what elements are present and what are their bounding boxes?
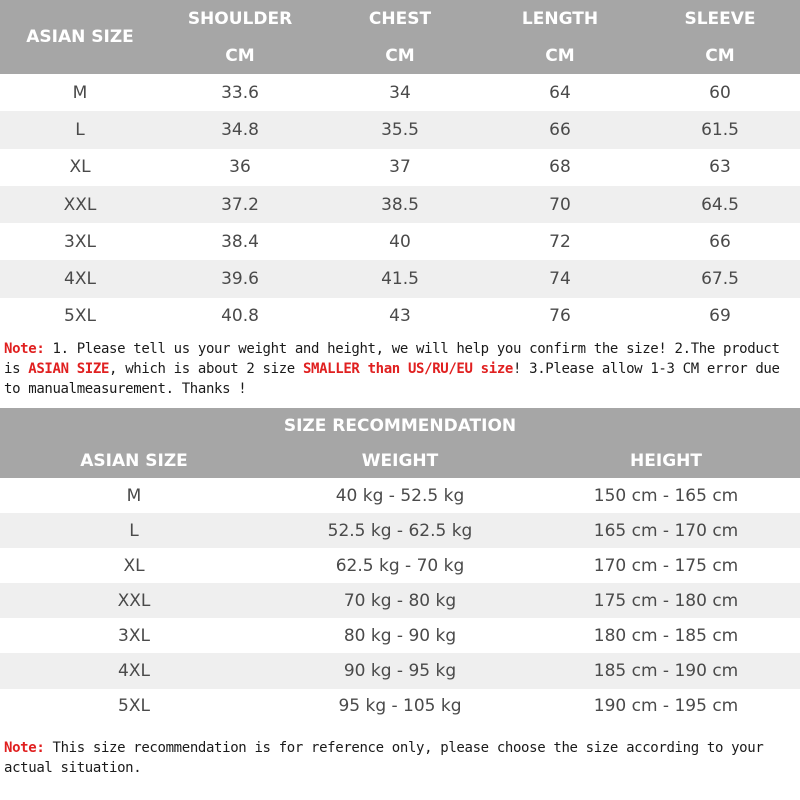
chest-cell: 37 [389, 157, 411, 178]
size-chart-unit: CM [225, 45, 255, 66]
size-cell: XL [69, 157, 91, 178]
weight-cell: 52.5 kg - 62.5 kg [268, 513, 532, 548]
shoulder-cell: 34.8 [160, 111, 320, 148]
size-cell: 5XL [118, 696, 150, 717]
note-text: ! 3.Please allow 1-3 CM error due to manualmeasurement. Thanks ! [4, 361, 780, 397]
table-row [0, 74, 800, 111]
height-cell: 190 cm - 195 cm [593, 696, 739, 717]
table-row [0, 478, 800, 513]
length-cell: 68 [549, 157, 571, 178]
shoulder-cell: 37.2 [160, 186, 320, 223]
size-chart-unit: CM [545, 45, 575, 66]
height-cell: 180 cm - 185 cm [593, 625, 739, 646]
table-row [0, 111, 800, 148]
length-cell: 72 [549, 231, 571, 252]
chest-cell: 41.5 [320, 260, 480, 297]
size-cell: XXL [0, 186, 160, 223]
note-text: This size recommendation is for reference only, please choose the size according to your actual situation. [4, 740, 764, 776]
height-cell: 170 cm - 175 cm [593, 555, 739, 576]
size-chart-table [0, 0, 800, 335]
shoulder-cell: 38.4 [221, 231, 259, 252]
chest-cell: 35.5 [320, 111, 480, 148]
size-chart-body [0, 74, 800, 335]
size-chart-header-sleeve: SLEEVE [684, 8, 756, 29]
recommendation-header-row [0, 443, 800, 478]
table-row [0, 583, 800, 618]
recommendation-note [4, 738, 796, 778]
table-row [0, 653, 800, 688]
height-cell: 185 cm - 190 cm [532, 653, 800, 688]
size-cell: XXL [0, 583, 268, 618]
size-note [4, 339, 796, 399]
chest-cell: 38.5 [320, 186, 480, 223]
size-cell: 4XL [0, 653, 268, 688]
weight-cell: 95 kg - 105 kg [338, 696, 462, 717]
chest-cell: 40 [389, 231, 411, 252]
recommendation-header-height: HEIGHT [630, 450, 702, 471]
recommendation-header-asian-size: ASIAN SIZE [80, 450, 188, 471]
table-row [0, 260, 800, 297]
chest-cell: 43 [389, 306, 411, 327]
size-cell: M [72, 82, 88, 103]
sleeve-cell: 61.5 [640, 111, 800, 148]
height-cell: 165 cm - 170 cm [532, 513, 800, 548]
note-highlight-asian-size: ASIAN SIZE [28, 361, 110, 377]
weight-cell: 62.5 kg - 70 kg [335, 555, 465, 576]
note-label: Note: [4, 341, 45, 357]
table-row [0, 513, 800, 548]
note-highlight-smaller: SMALLER than US/RU/EU size [302, 361, 513, 377]
chest-cell: 34 [389, 82, 411, 103]
size-cell: M [126, 485, 142, 506]
table-row [0, 618, 800, 653]
height-cell: 150 cm - 165 cm [593, 485, 739, 506]
size-cell: L [0, 513, 268, 548]
size-chart-header-length: LENGTH [521, 8, 599, 29]
size-chart-header-asian-size: ASIAN SIZE [26, 27, 134, 47]
shoulder-cell: 36 [229, 157, 251, 178]
weight-cell: 40 kg - 52.5 kg [335, 485, 465, 506]
table-row [0, 298, 800, 335]
length-cell: 70 [480, 186, 640, 223]
recommendation-body [0, 478, 800, 724]
note-text: , which is about 2 size [109, 361, 303, 377]
weight-cell: 90 kg - 95 kg [268, 653, 532, 688]
size-chart-header-shoulder: SHOULDER [187, 8, 293, 29]
length-cell: 64 [549, 82, 571, 103]
table-row [0, 689, 800, 724]
size-chart-unit: CM [385, 45, 415, 66]
length-cell: 74 [480, 260, 640, 297]
table-row [0, 186, 800, 223]
size-chart-header-row [0, 0, 800, 37]
size-cell: L [0, 111, 160, 148]
note-text: 1. Please tell us your weight and height, we will help you confirm the size! 2.The product is [4, 341, 780, 377]
size-cell: 5XL [64, 306, 96, 327]
recommendation-title-row [0, 408, 800, 443]
shoulder-cell: 40.8 [221, 306, 259, 327]
sleeve-cell: 64.5 [640, 186, 800, 223]
length-cell: 76 [549, 306, 571, 327]
table-row [0, 223, 800, 260]
table-row [0, 548, 800, 583]
size-cell: 3XL [118, 625, 150, 646]
size-cell: XL [123, 555, 145, 576]
size-cell: 4XL [0, 260, 160, 297]
table-row [0, 149, 800, 186]
sleeve-cell: 67.5 [640, 260, 800, 297]
weight-cell: 70 kg - 80 kg [268, 583, 532, 618]
sleeve-cell: 66 [709, 231, 731, 252]
height-cell: 175 cm - 180 cm [532, 583, 800, 618]
shoulder-cell: 39.6 [160, 260, 320, 297]
recommendation-header-weight: WEIGHT [361, 450, 439, 471]
size-cell: 3XL [64, 231, 96, 252]
recommendation-title: SIZE RECOMMENDATION [283, 415, 517, 436]
sleeve-cell: 60 [709, 82, 731, 103]
note-label: Note: [4, 740, 45, 756]
length-cell: 66 [480, 111, 640, 148]
weight-cell: 80 kg - 90 kg [343, 625, 457, 646]
sleeve-cell: 69 [709, 306, 731, 327]
size-chart-unit: CM [705, 45, 735, 66]
size-chart-header-chest: CHEST [368, 8, 432, 29]
recommendation-table [0, 408, 800, 724]
shoulder-cell: 33.6 [221, 82, 259, 103]
sleeve-cell: 63 [709, 157, 731, 178]
